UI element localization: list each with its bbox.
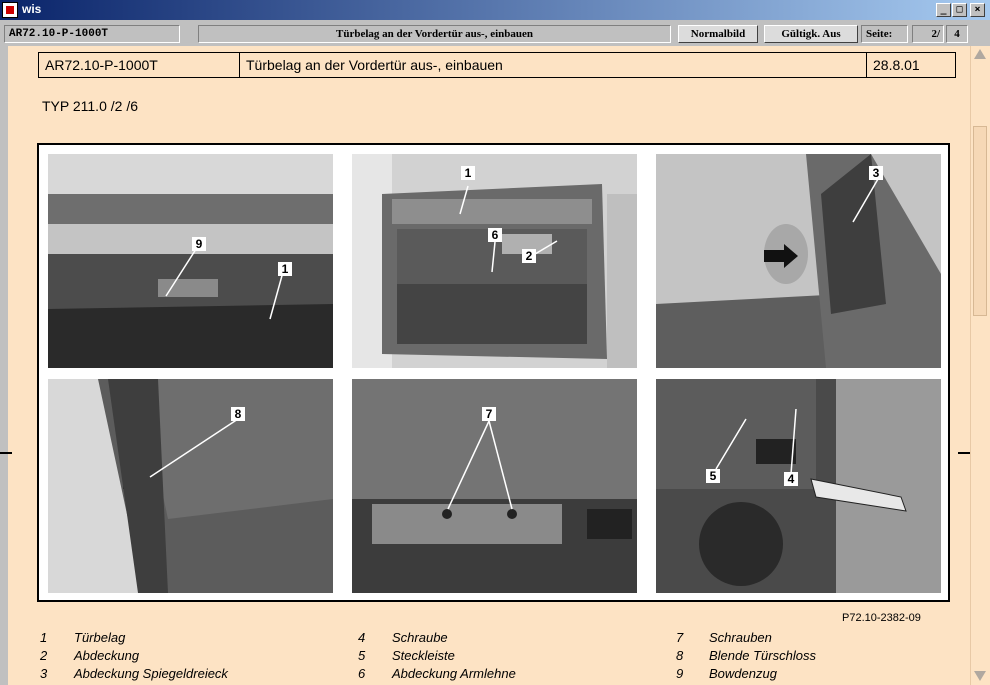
figure-panel	[37, 143, 950, 602]
close-button[interactable]: ×	[970, 3, 985, 17]
scroll-down-arrow-icon[interactable]	[974, 671, 986, 681]
doc-title-field: Türbelag an der Vordertür aus-, einbauen	[198, 25, 671, 43]
legend-text: Abdeckung	[74, 648, 140, 663]
legend-text: Abdeckung Spiegeldreieck	[74, 666, 228, 681]
legend	[38, 630, 968, 685]
legend-text: Abdeckung Armlehne	[392, 666, 516, 681]
legend-text: Schraube	[392, 630, 448, 645]
toolbar	[0, 22, 990, 46]
page-label: Seite:	[861, 25, 908, 43]
doc-id-field: AR72.10-P-1000T	[4, 25, 180, 43]
page-current-field[interactable]: 2/	[912, 25, 944, 43]
legend-number: 3	[40, 666, 48, 681]
left-margin-mark	[0, 452, 12, 454]
legend-number: 2	[40, 648, 48, 663]
photo-lock-cover	[48, 379, 333, 593]
photo6-callout-4: 4	[787, 472, 795, 486]
photo2-callout-2: 2	[525, 249, 533, 263]
legend-number: 1	[40, 630, 48, 645]
app-icon	[2, 2, 18, 18]
photo-door-inner	[656, 379, 941, 593]
photo-door-top-edge	[48, 154, 333, 368]
legend-number: 8	[676, 648, 684, 663]
photo1-callout-1: 1	[281, 262, 289, 276]
window-title: wis	[22, 2, 42, 16]
photo2-callout-1: 1	[464, 166, 472, 180]
legend-number: 5	[358, 648, 366, 663]
minimize-button[interactable]: _	[936, 3, 951, 17]
legend-text: Steckleiste	[392, 648, 455, 663]
photo-door-panel	[352, 154, 637, 368]
doc-header-title: Türbelag an der Vordertür aus-, einbauen	[240, 53, 867, 77]
photo6-callout-5: 5	[709, 469, 717, 483]
photo-armrest-screws	[352, 379, 637, 593]
legend-number: 9	[676, 666, 684, 681]
title-bar	[0, 0, 990, 20]
scroll-up-arrow-icon[interactable]	[974, 49, 986, 59]
normalbild-button[interactable]: Normalbild	[678, 25, 758, 43]
figure-reference: P72.10-2382-09	[842, 612, 921, 624]
doc-header-table	[38, 52, 956, 78]
doc-header-date: 28.8.01	[873, 57, 920, 73]
photo4-callout-8: 8	[234, 407, 242, 421]
legend-number: 4	[358, 630, 366, 645]
photo3-callout-3: 3	[872, 166, 880, 180]
scroll-thumb[interactable]	[973, 126, 987, 316]
right-margin-mark	[958, 452, 970, 454]
legend-text: Schrauben	[709, 630, 772, 645]
page-total-field: 4	[946, 25, 968, 43]
photo2-callout-6: 6	[491, 228, 499, 242]
vehicle-type: TYP 211.0 /2 /6	[42, 98, 138, 114]
photo1-callout-9: 9	[195, 237, 203, 251]
legend-number: 6	[358, 666, 366, 681]
doc-header-id: AR72.10-P-1000T	[39, 53, 240, 77]
legend-text: Türbelag	[74, 630, 126, 645]
legend-text: Bowdenzug	[709, 666, 777, 681]
vertical-scrollbar[interactable]	[970, 46, 990, 685]
document-view	[8, 46, 970, 685]
maximize-button[interactable]: □	[952, 3, 967, 17]
gueltigkeit-button[interactable]: Gültigk. Aus	[764, 25, 858, 43]
photo5-callout-7: 7	[485, 407, 493, 421]
legend-number: 7	[676, 630, 684, 645]
photo-mirror-triangle	[656, 154, 941, 368]
legend-text: Blende Türschloss	[709, 648, 816, 663]
